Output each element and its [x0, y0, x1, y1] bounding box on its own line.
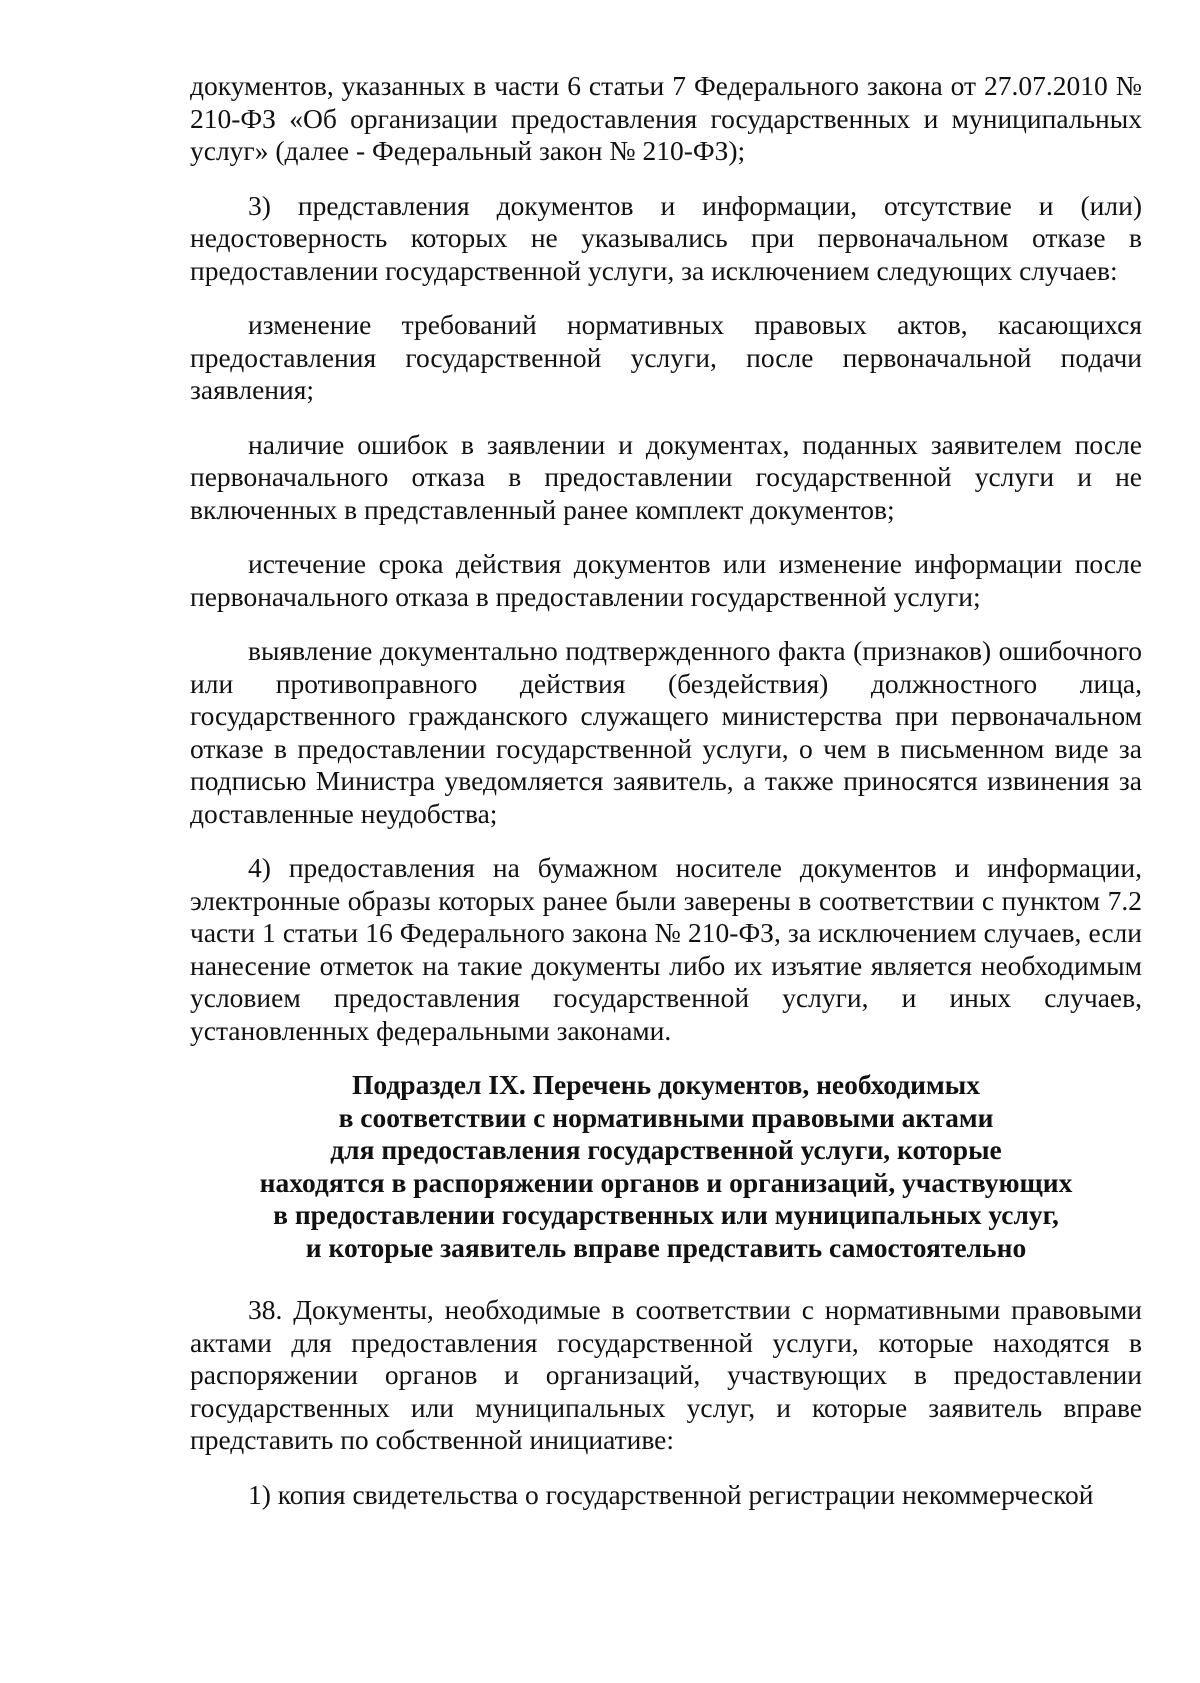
heading-line: и которые заявитель вправе представить самостоятельно [305, 1231, 1027, 1263]
heading-line: Подраздел IX. Перечень документов, необходимых [352, 1069, 980, 1100]
paragraph-case-expiry: истечение срока действия документов или изменение информации после первоначального отказа в предоставлении государственной услуги; [190, 548, 1142, 612]
heading-line: находятся в распоряжении органов и организаций, участвующих [259, 1166, 1073, 1198]
paragraph-38-item-1: 1) копия свидетельства о государственной регистрации некоммерческой [248, 1478, 1094, 1510]
heading-line: в соответствии с нормативными правовыми актами [338, 1101, 994, 1133]
paragraph-continuation: документов, указанных в части 6 статьи 7 Федерального закона от 27.07.2010 № 210-ФЗ «Об организации предоставления государственных и муниципальных услуг» (далее - Федеральный закон № 210-ФЗ); [190, 70, 1142, 166]
paragraph-item-4: 4) предоставления на бумажном носителе документов и информации, электронные образы которых ранее были заверены в соответствии с пунктом 7.2 части 1 статьи 16 Федерального закона № 210-ФЗ, за исключением случаев, если нанесение отметок на такие документы либо их изъятие является необходимым условием предоставления государственной услуги, и иных случаев, установленных федеральными законами. [190, 852, 1142, 1046]
heading-line: для предоставления государственной услуги, которые [330, 1134, 1002, 1165]
document-text [190, 70, 1142, 1533]
paragraph-case-unlawful-action: выявление документально подтвержденного факта (признаков) ошибочного или противоправного действия (бездействия) должностного лица, государственного гражданского служащего министерства при первоначальном отказе в предоставлении государственной услуги, о чем в письменном виде за подписью Министра уведомляется заявитель, а также приносятся извинения за доставленные неудобства; [190, 635, 1142, 829]
paragraph-38: 38. Документы, необходимые в соответствии с нормативными правовыми актами для предоставления государственной услуги, которые находятся в распоряжении органов и организаций, участвующих в предоставлении государственных или муниципальных услуг, и которые заявитель вправе представить по собственной инициативе: [190, 1294, 1142, 1455]
section-heading [190, 1069, 1142, 1264]
paragraph-item-3: 3) представления документов и информации, отсутствие и (или) недостоверность которых не указывались при первоначальном отказе в предоставлении государственной услуги, за исключением следующих случаев: [190, 189, 1142, 286]
paragraph-case-errors: наличие ошибок в заявлении и документах, поданных заявителем после первоначального отказа в предоставлении государственной услуги и не включенных в представленный ранее комплект документов; [190, 428, 1142, 525]
heading-line: в предоставлении государственных или муниципальных услуг, [273, 1199, 1059, 1230]
paragraph-case-requirements-change: изменение требований нормативных правовых актов, касающихся предоставления государственной услуги, после первоначальной подачи заявления; [190, 309, 1142, 405]
